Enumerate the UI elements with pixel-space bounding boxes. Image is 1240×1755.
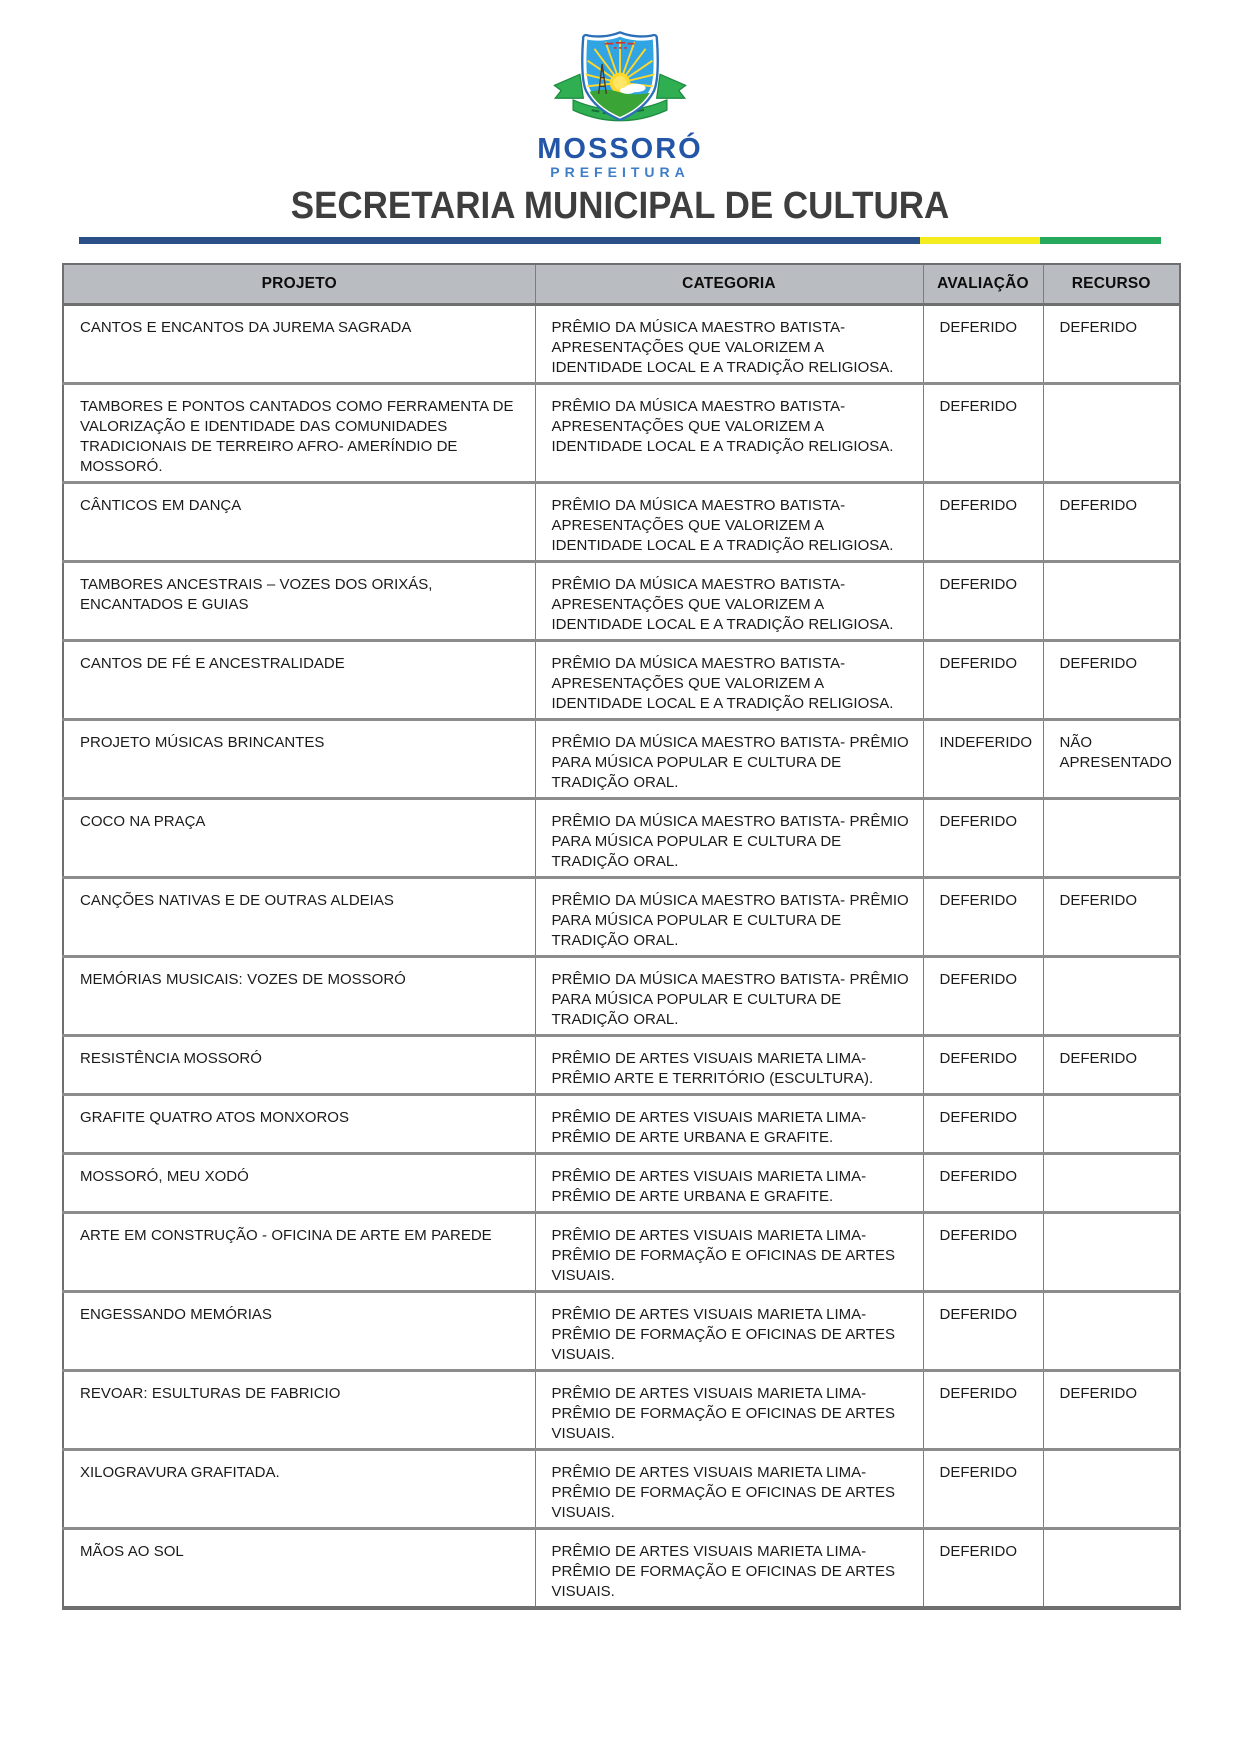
cell-recurso [1043,798,1180,877]
cell-projeto: CANTOS E ENCANTOS DA JUREMA SAGRADA [63,304,535,383]
table-row [63,1370,1180,1449]
table-header-row [63,264,1180,304]
cell-projeto: TAMBORES E PONTOS CANTADOS COMO FERRAMENTA DE VALORIZAÇÃO E IDENTIDADE DAS COMUNIDADES TRADICIONAIS DE TERREIRO AFRO- AMERÍNDIO DE MOSSORÓ. [63,383,535,482]
projects-table [62,263,1181,1610]
table-row [63,956,1180,1035]
table-row [63,1291,1180,1370]
cell-categoria: PRÊMIO DE ARTES VISUAIS MARIETA LIMA- PRÊMIO DE ARTE URBANA E GRAFITE. [535,1094,923,1153]
cell-recurso [1043,1094,1180,1153]
cell-avaliacao: INDEFERIDO [923,719,1043,798]
cell-recurso [1043,1212,1180,1291]
cell-recurso: DEFERIDO [1043,1370,1180,1449]
cell-recurso: DEFERIDO [1043,1035,1180,1094]
cell-avaliacao: DEFERIDO [923,1212,1043,1291]
column-header-recurso: RECURSO [1043,264,1180,304]
table-row [63,1212,1180,1291]
table-row [63,640,1180,719]
cell-categoria: PRÊMIO DE ARTES VISUAIS MARIETA LIMA- PRÊMIO DE FORMAÇÃO E OFICINAS DE ARTES VISUAIS. [535,1370,923,1449]
cell-categoria: PRÊMIO DA MÚSICA MAESTRO BATISTA- APRESENTAÇÕES QUE VALORIZEM A IDENTIDADE LOCAL E A TRADIÇÃO RELIGIOSA. [535,640,923,719]
cell-avaliacao: DEFERIDO [923,798,1043,877]
table-row [63,1035,1180,1094]
cell-projeto: MÃOS AO SOL [63,1528,535,1608]
cell-recurso [1043,383,1180,482]
table-row [63,1153,1180,1212]
cell-recurso: DEFERIDO [1043,304,1180,383]
cell-categoria: PRÊMIO DA MÚSICA MAESTRO BATISTA- APRESENTAÇÕES QUE VALORIZEM A IDENTIDADE LOCAL E A TRADIÇÃO RELIGIOSA. [535,383,923,482]
table-row [63,561,1180,640]
cell-projeto: TAMBORES ANCESTRAIS – VOZES DOS ORIXÁS, ENCANTADOS E GUIAS [63,561,535,640]
org-name: MOSSORÓ [537,133,703,165]
table-row [63,719,1180,798]
stripe-yellow-segment [920,237,1040,244]
brand-stripe [79,237,1161,244]
page-title: SECRETARIA MUNICIPAL DE CULTURA [290,185,950,227]
cell-projeto: ENGESSANDO MEMÓRIAS [63,1291,535,1370]
cell-projeto: REVOAR: ESULTURAS DE FABRICIO [63,1370,535,1449]
cell-recurso [1043,561,1180,640]
cell-recurso: DEFERIDO [1043,640,1180,719]
cell-categoria: PRÊMIO DE ARTES VISUAIS MARIETA LIMA- PRÊMIO DE FORMAÇÃO E OFICINAS DE ARTES VISUAIS. [535,1212,923,1291]
letterhead [0,0,1240,244]
cell-categoria: PRÊMIO DA MÚSICA MAESTRO BATISTA- APRESENTAÇÕES QUE VALORIZEM A IDENTIDADE LOCAL E A TRADIÇÃO RELIGIOSA. [535,482,923,561]
cell-categoria: PRÊMIO DE ARTES VISUAIS MARIETA LIMA- PRÊMIO DE FORMAÇÃO E OFICINAS DE ARTES VISUAIS. [535,1291,923,1370]
cell-avaliacao: DEFERIDO [923,561,1043,640]
cell-recurso [1043,1449,1180,1528]
cell-categoria: PRÊMIO DA MÚSICA MAESTRO BATISTA- APRESENTAÇÕES QUE VALORIZEM A IDENTIDADE LOCAL E A TRADIÇÃO RELIGIOSA. [535,561,923,640]
cell-categoria: PRÊMIO DA MÚSICA MAESTRO BATISTA- APRESENTAÇÕES QUE VALORIZEM A IDENTIDADE LOCAL E A TRADIÇÃO RELIGIOSA. [535,304,923,383]
cell-projeto: CANTOS DE FÉ E ANCESTRALIDADE [63,640,535,719]
cell-projeto: PROJETO MÚSICAS BRINCANTES [63,719,535,798]
cell-avaliacao: DEFERIDO [923,1035,1043,1094]
stripe-blue-segment [79,237,920,244]
cell-avaliacao: DEFERIDO [923,1370,1043,1449]
cell-avaliacao: DEFERIDO [923,1291,1043,1370]
cell-avaliacao: DEFERIDO [923,956,1043,1035]
cell-avaliacao: DEFERIDO [923,482,1043,561]
table-row [63,1094,1180,1153]
org-subtitle: PREFEITURA [550,164,690,180]
cell-categoria: PRÊMIO DE ARTES VISUAIS MARIETA LIMA- PRÊMIO DE ARTE URBANA E GRAFITE. [535,1153,923,1212]
cell-recurso: DEFERIDO [1043,482,1180,561]
cell-projeto: ARTE EM CONSTRUÇÃO - OFICINA DE ARTE EM PAREDE [63,1212,535,1291]
cell-recurso [1043,1528,1180,1608]
city-crest-icon [0,30,1240,134]
cell-recurso: NÃO APRESENTADO [1043,719,1180,798]
cell-avaliacao: DEFERIDO [923,640,1043,719]
column-header-categoria: CATEGORIA [535,264,923,304]
cell-avaliacao: DEFERIDO [923,1094,1043,1153]
cell-avaliacao: DEFERIDO [923,383,1043,482]
cell-projeto: MOSSORÓ, MEU XODÓ [63,1153,535,1212]
table-row [63,798,1180,877]
cell-projeto: CÂNTICOS EM DANÇA [63,482,535,561]
cell-avaliacao: DEFERIDO [923,877,1043,956]
table-row [63,1528,1180,1608]
cell-recurso [1043,1153,1180,1212]
table-row [63,383,1180,482]
cell-projeto: COCO NA PRAÇA [63,798,535,877]
table-row [63,877,1180,956]
cell-recurso: DEFERIDO [1043,877,1180,956]
table-row [63,304,1180,383]
cell-avaliacao: DEFERIDO [923,1528,1043,1608]
cell-categoria: PRÊMIO DE ARTES VISUAIS MARIETA LIMA- PRÊMIO DE FORMAÇÃO E OFICINAS DE ARTES VISUAIS. [535,1449,923,1528]
cell-categoria: PRÊMIO DE ARTES VISUAIS MARIETA LIMA- PRÊMIO ARTE E TERRITÓRIO (ESCULTURA). [535,1035,923,1094]
cell-categoria: PRÊMIO DA MÚSICA MAESTRO BATISTA- PRÊMIO PARA MÚSICA POPULAR E CULTURA DE TRADIÇÃO ORAL. [535,877,923,956]
cell-avaliacao: DEFERIDO [923,304,1043,383]
cell-avaliacao: DEFERIDO [923,1153,1043,1212]
table-row [63,1449,1180,1528]
column-header-avaliacao: AVALIAÇÃO [923,264,1043,304]
cell-projeto: XILOGRAVURA GRAFITADA. [63,1449,535,1528]
cell-projeto: RESISTÊNCIA MOSSORÓ [63,1035,535,1094]
cell-projeto: MEMÓRIAS MUSICAIS: VOZES DE MOSSORÓ [63,956,535,1035]
cell-avaliacao: DEFERIDO [923,1449,1043,1528]
cell-categoria: PRÊMIO DA MÚSICA MAESTRO BATISTA- PRÊMIO PARA MÚSICA POPULAR E CULTURA DE TRADIÇÃO ORAL. [535,719,923,798]
cell-recurso [1043,1291,1180,1370]
cell-categoria: PRÊMIO DE ARTES VISUAIS MARIETA LIMA- PRÊMIO DE FORMAÇÃO E OFICINAS DE ARTES VISUAIS. [535,1528,923,1608]
cell-projeto: CANÇÕES NATIVAS E DE OUTRAS ALDEIAS [63,877,535,956]
column-header-projeto: PROJETO [63,264,535,304]
cell-projeto: GRAFITE QUATRO ATOS MONXOROS [63,1094,535,1153]
cell-recurso [1043,956,1180,1035]
stripe-green-segment [1040,237,1161,244]
table-row [63,482,1180,561]
cell-categoria: PRÊMIO DA MÚSICA MAESTRO BATISTA- PRÊMIO PARA MÚSICA POPULAR E CULTURA DE TRADIÇÃO ORAL. [535,956,923,1035]
cell-categoria: PRÊMIO DA MÚSICA MAESTRO BATISTA- PRÊMIO PARA MÚSICA POPULAR E CULTURA DE TRADIÇÃO ORAL. [535,798,923,877]
